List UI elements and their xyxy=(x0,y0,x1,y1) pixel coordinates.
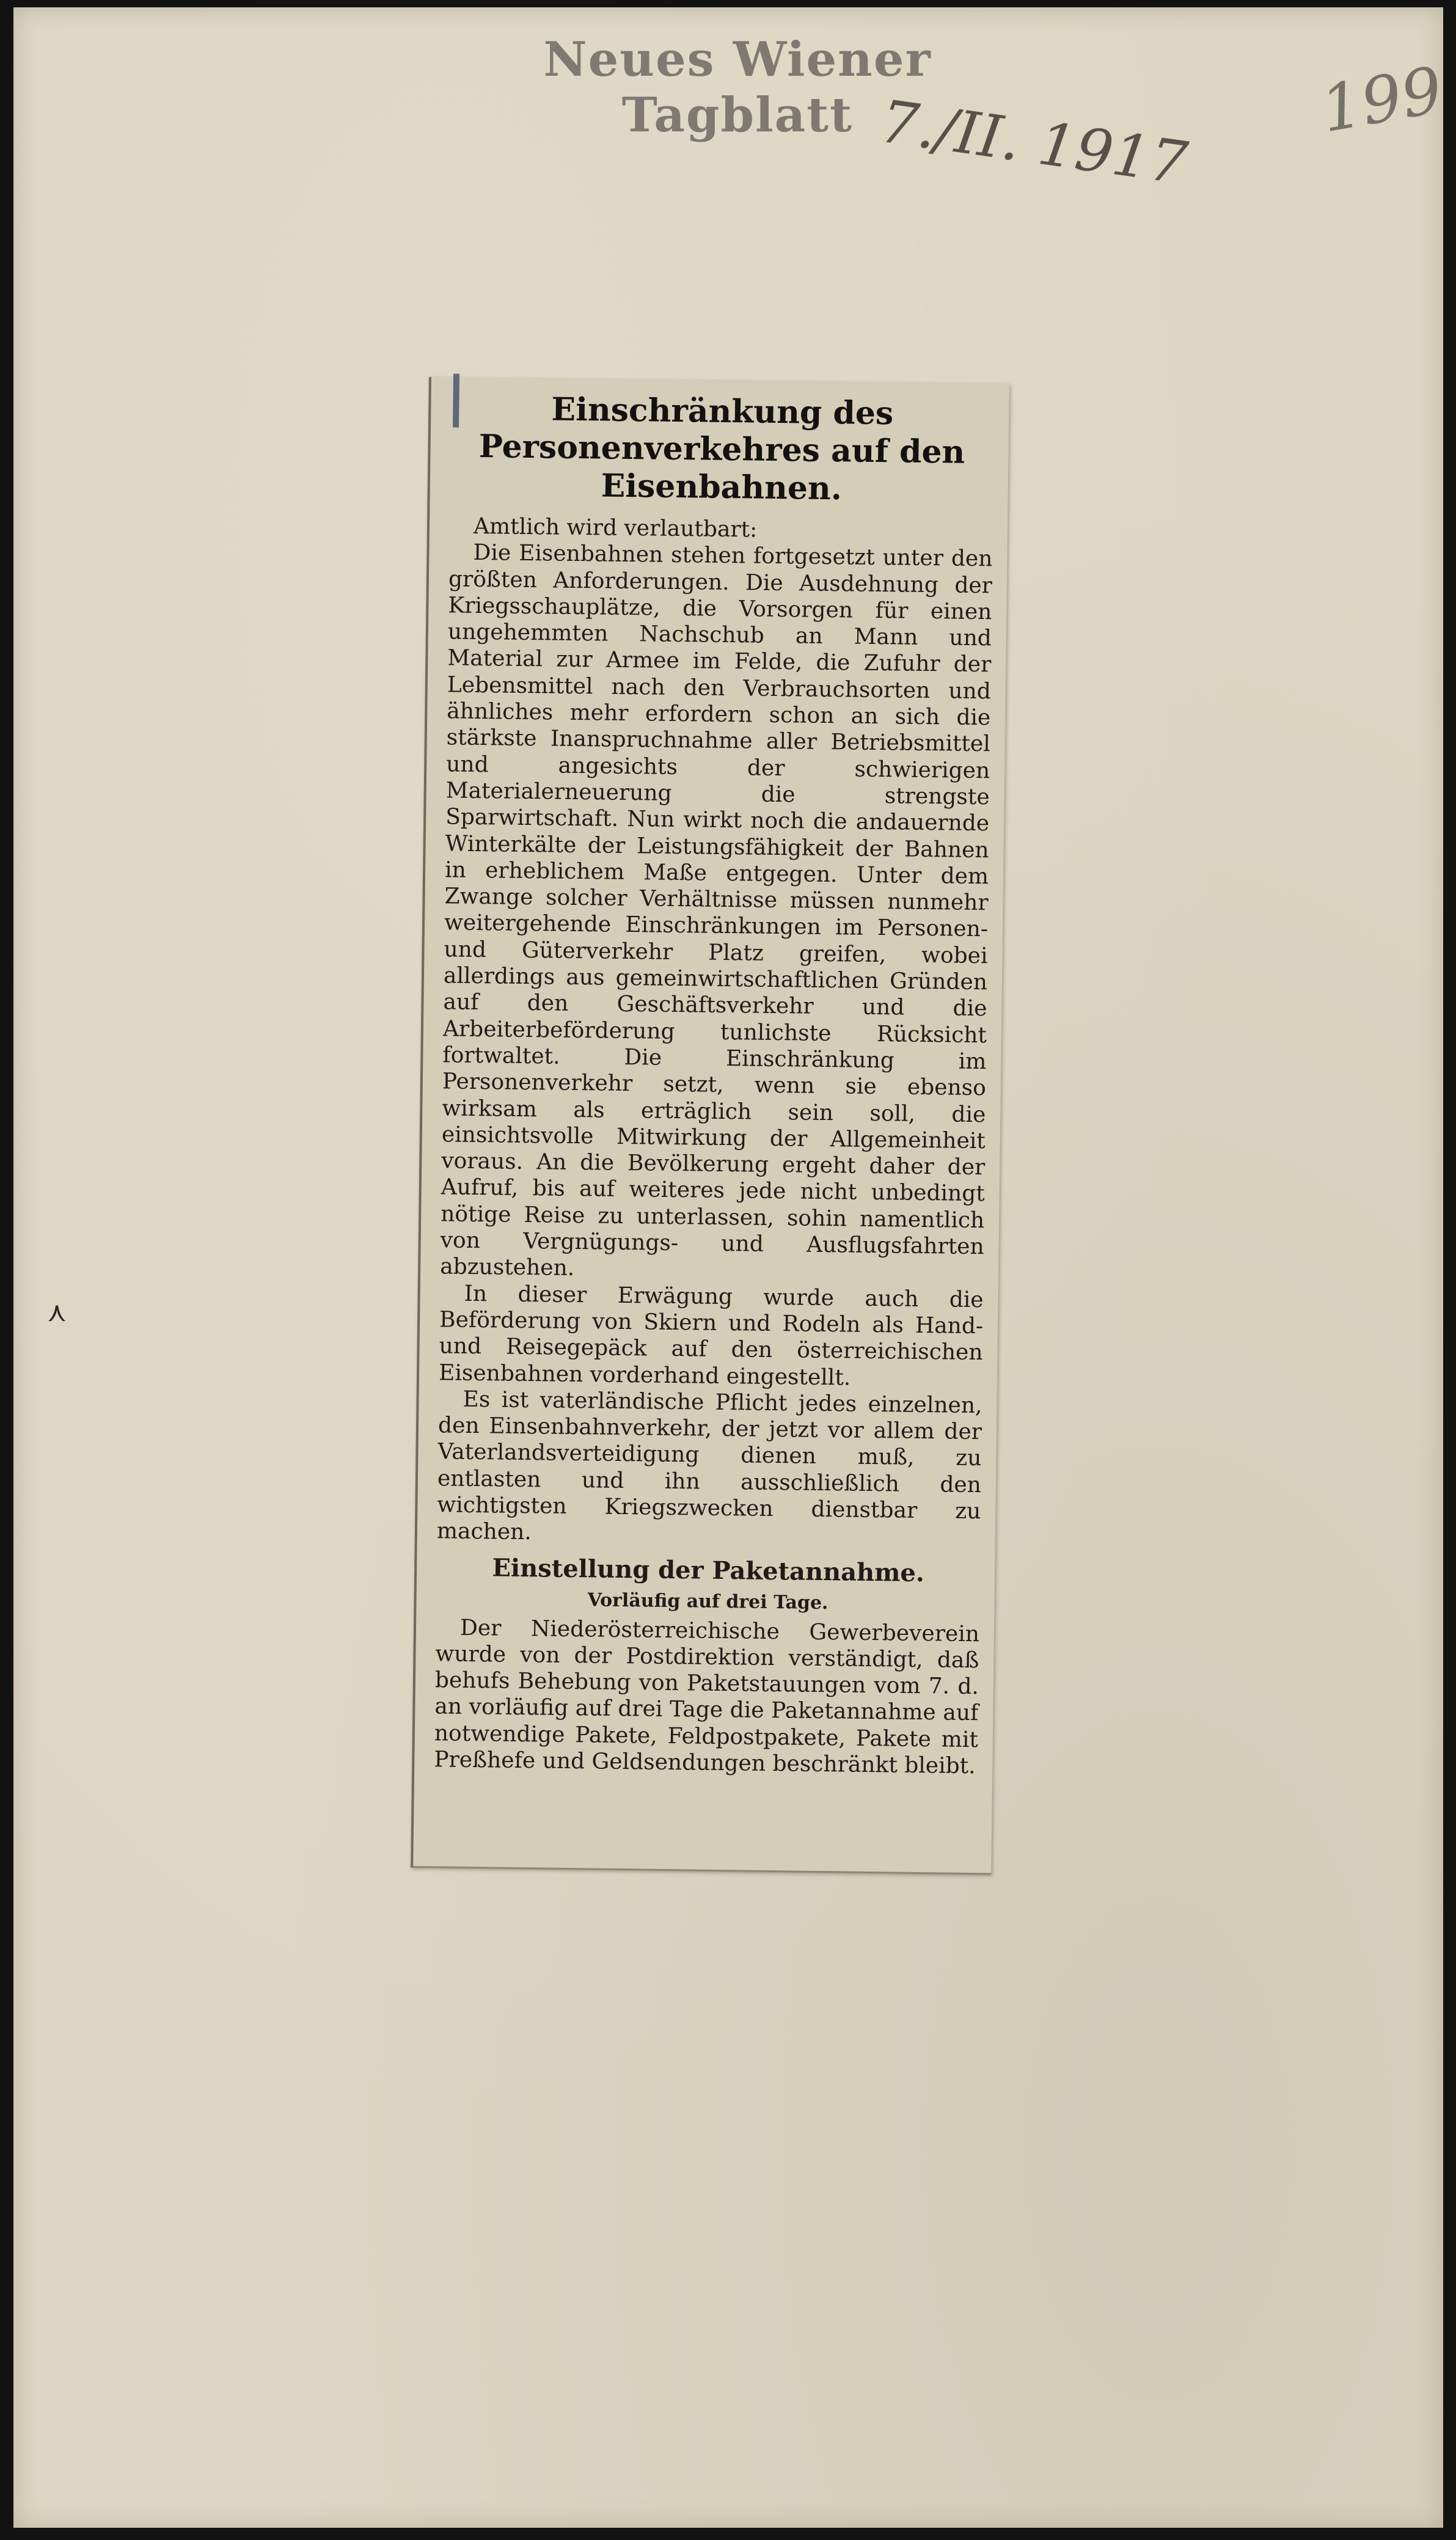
article-paragraph: Amtlich wird verlautbart: xyxy=(473,513,758,543)
notice-paragraph: Der Niederösterreichische Gewerbeverein wurde von der Postdirektion verständigt, daß behufs Behebung von Paketstauungen vom 7. d. an vorläufig auf drei Tage die Paketannahme auf notwendige Pakete, Feldpostpakete, Pakete mit Preßhefe und Geldsendungen beschränkt bleibt. xyxy=(434,1615,980,1779)
margin-mark: ⋏ xyxy=(47,1297,67,1328)
page-number: 199 xyxy=(1315,52,1448,147)
newspaper-stamp: Neues Wiener Tagblatt xyxy=(543,32,932,143)
ink-mark xyxy=(453,373,459,427)
handwritten-date: 7./II. 1917 xyxy=(876,87,1192,198)
archive-sheet xyxy=(13,7,1448,2528)
article-title: Einschränkung des Personenverkehres auf den Eisenbahnen. xyxy=(478,390,965,508)
notice-title: Einstellung der Paketannahme. xyxy=(492,1553,925,1587)
newspaper-clipping xyxy=(411,377,1009,1875)
article-paragraph: Die Eisenbahnen stehen fortgesetzt unter den größten Anforderungen. Die Ausdehnung der Kriegsschauplätze, die Vorsorgen für einen ungehemmten Nachschub an Mann und Material zur Armee im Felde, die Zufuhr der Lebensmittel nach den Verbrauchsorten und ähnliches mehr erfordern schon an sich die stärkste Inanspruchnahme aller Betriebsmittel und angesichts der schwierigen Materialerneuerung die strengste Sparwirtschaft. Nun wirkt noch die andauernde Winterkälte der Leistungsfähigkeit der Bahnen in erheblichem Maße entgegen. Unter dem Zwange solcher Verhältnisse müssen nunmehr weitergehende Einschränkungen im Personen- und Güterverkehr Platz greifen, wobei allerdings aus gemeinwirtschaftlichen Gründen auf den Geschäftsverkehr und die Arbeiterbeförderung tunlichste Rücksicht fortwaltet. Die Einschränkung im Personenverkehr setzt, wenn sie ebenso wirksam als erträglich sein soll, die einsichtsvolle Mitwirkung der Allgemeinheit voraus. An die Bevölkerung ergeht daher der Aufruf, bis auf weiteres jede nicht unbedingt nötige Reise zu unterlassen, sohin namentlich von Vergnügungs- und Ausflugsfahrten abzustehen. xyxy=(439,540,993,1281)
notice-subtitle: Vorläufig auf drei Tage. xyxy=(587,1589,829,1614)
article-paragraph: Es ist vaterländische Pflicht jedes einzelnen, den Einsenbahnverkehr, der jetzt vor allem der Vaterlandsverteidigung dienen muß, zu entlasten und ihn ausschließlich den wichtigsten Kriegszwecken dienstbar zu machen. xyxy=(436,1386,982,1545)
article-paragraph: In dieser Erwägung wurde auch die Beförderung von Skiern und Rodeln als Hand- und Reisegepäck auf den österreichischen Eisenbahnen vorderhand eingestellt. xyxy=(438,1281,984,1391)
